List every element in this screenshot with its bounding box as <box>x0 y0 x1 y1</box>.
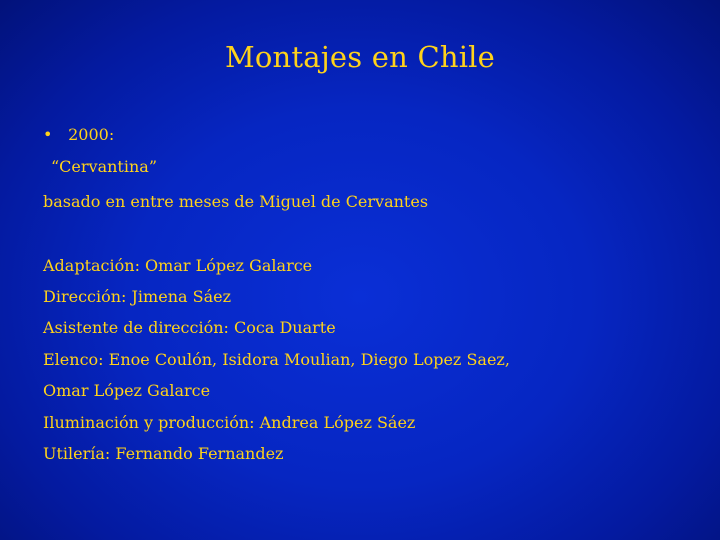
credit-line: Dirección: Jimena Sáez <box>43 287 232 306</box>
play-description: basado en entre meses de Miguel de Cervantes <box>43 192 429 211</box>
credit-line: Omar López Galarce <box>43 381 211 400</box>
credit-line: Utilería: Fernando Fernandez <box>43 444 284 463</box>
bullet-icon: • <box>43 125 53 144</box>
credit-line: Adaptación: Omar López Galarce <box>43 256 313 275</box>
bullet-year <box>43 125 114 144</box>
credit-line: Asistente de dirección: Coca Duarte <box>43 318 336 337</box>
year-text: 2000: <box>68 125 115 144</box>
credit-line: Iluminación y producción: Andrea López Sáez <box>43 413 416 432</box>
play-title: “Cervantina” <box>51 157 157 176</box>
credit-line: Elenco: Enoe Coulón, Isidora Moulian, Diego Lopez Saez, <box>43 350 510 369</box>
slide-title <box>0 40 720 74</box>
slide-title-text: Montajes en Chile <box>224 40 496 74</box>
